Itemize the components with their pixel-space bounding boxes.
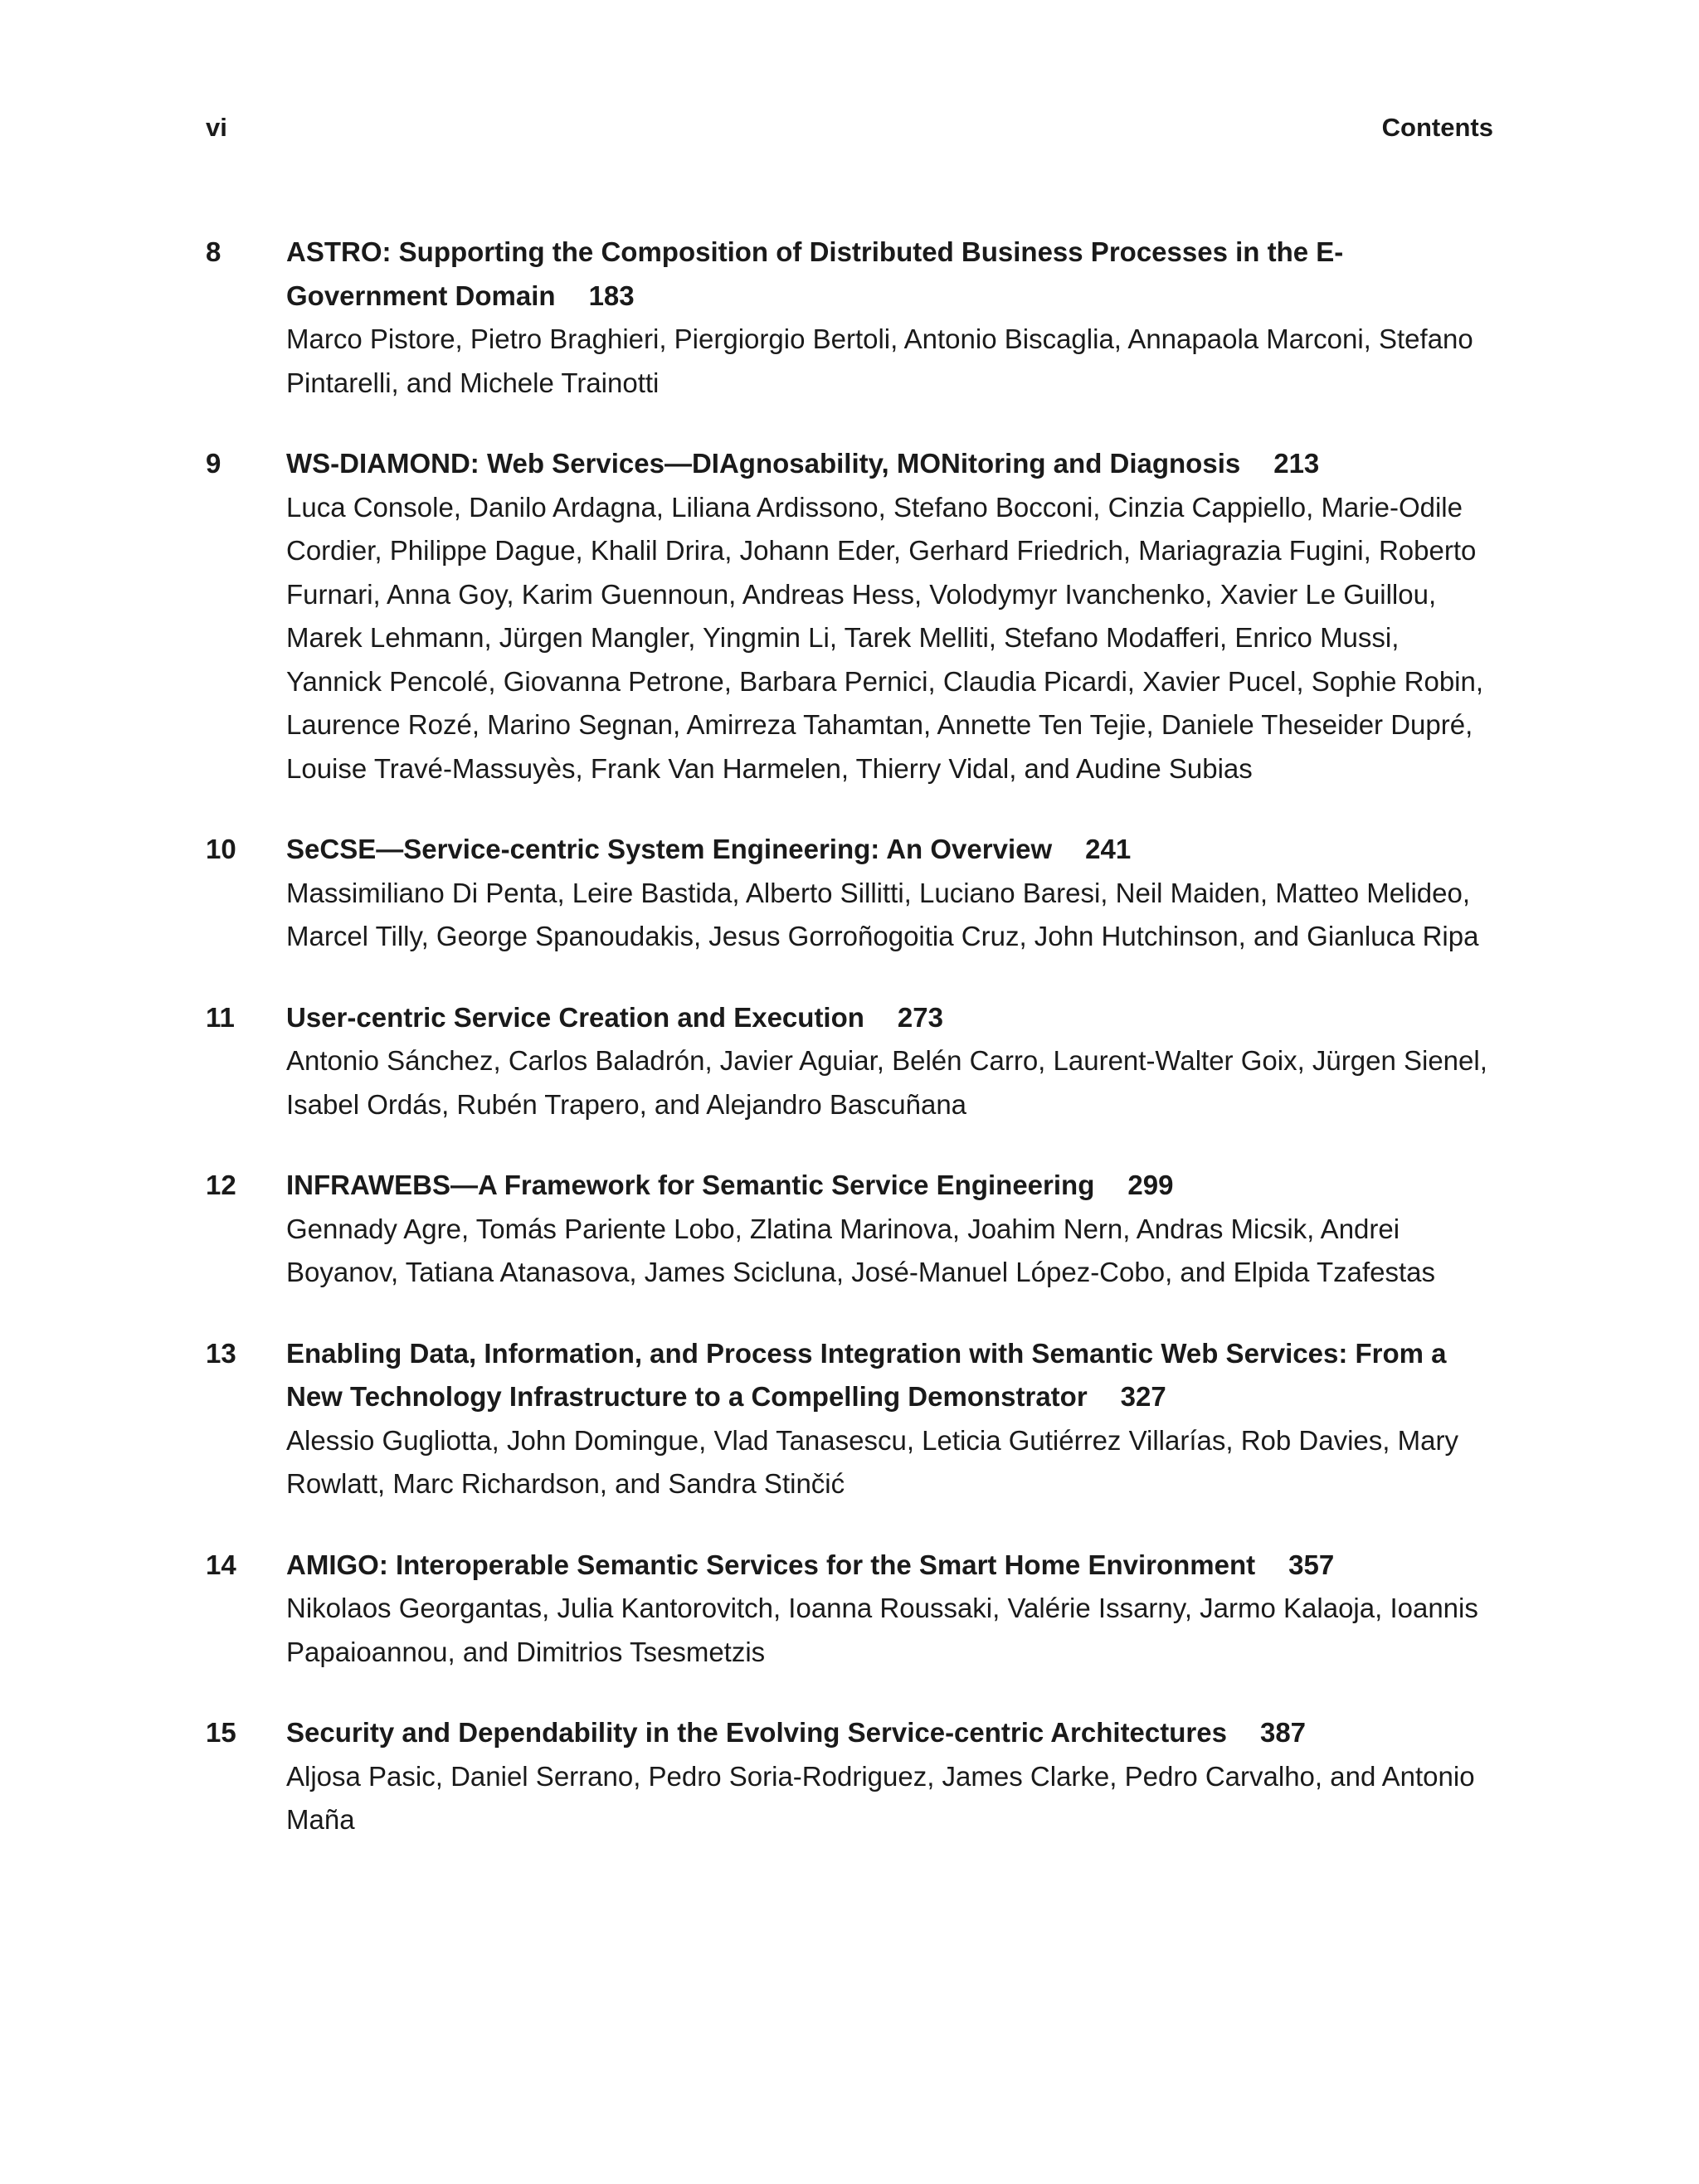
chapter-number: 12: [206, 1170, 236, 1200]
toc-entry: [206, 828, 1500, 959]
chapter-number: 11: [206, 1001, 235, 1033]
chapter-number: 13: [206, 1337, 236, 1369]
chapter-title: Enabling Data, Information, and Process Integration with Semantic Web Services: From a New Technology Infrastructure to a Compelling Demonstrator: [286, 1337, 1447, 1412]
entry-body: [286, 442, 1500, 790]
entry-body: [286, 828, 1500, 959]
table-of-contents: [206, 231, 1500, 1880]
chapter-number: 15: [206, 1717, 236, 1748]
chapter-title: SeCSE—Service-centric System Engineering: An Overview: [286, 834, 1053, 864]
chapter-authors: Nikolaos Georgantas, Julia Kantorovitch, Ioanna Roussaki, Valérie Issarny, Jarmo Kalaoja, Ioannis Papaioannou, and Dimitrios Tsesmetzis: [286, 1593, 1478, 1667]
chapter-number: 8: [206, 236, 222, 267]
running-head: [206, 113, 1493, 153]
chapter-title: User-centric Service Creation and Execution: [286, 1001, 864, 1033]
chapter-title: INFRAWEBS—A Framework for Semantic Service Engineering: [286, 1170, 1095, 1200]
entry-body: [286, 1711, 1500, 1842]
chapter-authors: Massimiliano Di Penta, Leire Bastida, Alberto Sillitti, Luciano Baresi, Neil Maiden, Matteo Melideo, Marcel Tilly, George Spanoudakis, Jesus Gorroñogoitia Cruz, John Hutchinson, and Gianluca Ripa: [286, 877, 1479, 951]
chapter-authors: Marco Pistore, Pietro Braghieri, Piergiorgio Bertoli, Antonio Biscaglia, Annapaola Marconi, Stefano Pintarelli, and Michele Trainotti: [286, 323, 1473, 398]
chapter-page: 273: [897, 1001, 943, 1033]
chapter-page: 213: [1273, 448, 1320, 479]
toc-entry: [206, 442, 1500, 790]
entry-body: [286, 1164, 1500, 1295]
toc-entry: [206, 1332, 1500, 1506]
chapter-authors: Luca Console, Danilo Ardagna, Liliana Ardissono, Stefano Bocconi, Cinzia Cappiello, Marie-Odile Cordier, Philippe Dague, Khalil Drira, Johann Eder, Gerhard Friedrich, Mariagrazia Fugini, Roberto Furnari, Anna Goy, Karim Guennoun, Andreas Hess, Volodymyr Ivanchenko, Xavier Le Guillou, Marek Lehmann, Jürgen Mangler, Yingmin Li, Tarek Melliti, Stefano Modafferi, Enrico Mussi, Yannick Pencolé, Giovanna Petrone, Barbara Pernici, Claudia Picardi, Xavier Pucel, Sophie Robin, Laurence Rozé, Marino Segnan, Amirreza Tahamtan, Annette Ten Tejie, Daniele Theseider Dupré, Louise Travé-Massuyès, Frank Van Harmelen, Thierry Vidal, and Audine Subias: [286, 491, 1484, 784]
chapter-page: 327: [1120, 1381, 1166, 1412]
chapter-authors: Antonio Sánchez, Carlos Baladrón, Javier Aguiar, Belén Carro, Laurent-Walter Goix, Jürgen Sienel, Isabel Ordás, Rubén Trapero, and Alejandro Bascuñana: [286, 1045, 1487, 1120]
chapter-number: 14: [206, 1549, 236, 1580]
chapter-page: 387: [1259, 1717, 1307, 1748]
chapter-page: 357: [1288, 1549, 1335, 1580]
chapter-authors: Alessio Gugliotta, John Domingue, Vlad Tanasescu, Leticia Gutiérrez Villarías, Rob Davies, Mary Rowlatt, Marc Richardson, and Sandra Stinčić: [286, 1424, 1458, 1499]
toc-entry: [206, 1711, 1500, 1842]
chapter-title: ASTRO: Supporting the Composition of Distributed Business Processes in the E-Government Domain: [286, 236, 1344, 311]
chapter-page: 299: [1127, 1170, 1174, 1200]
chapter-title: WS-DIAMOND: Web Services—DIAgnosability, MONitoring and Diagnosis: [286, 448, 1241, 479]
entry-body: [286, 996, 1500, 1127]
chapter-page: 241: [1085, 834, 1132, 864]
running-head-title: Contents: [1381, 113, 1493, 142]
chapter-authors: Aljosa Pasic, Daniel Serrano, Pedro Soria-Rodriguez, James Clarke, Pedro Carvalho, and Antonio Maña: [286, 1760, 1475, 1835]
chapter-title: Security and Dependability in the Evolving Service-centric Architectures: [286, 1717, 1227, 1748]
page-number: vi: [206, 113, 227, 142]
toc-entry: [206, 996, 1500, 1127]
entry-body: [286, 1332, 1500, 1506]
chapter-authors: Gennady Agre, Tomás Pariente Lobo, Zlatina Marinova, Joahim Nern, Andras Micsik, Andrei Boyanov, Tatiana Atanasova, James Scicluna, José-Manuel López-Cobo, and Elpida Tzafestas: [286, 1213, 1436, 1287]
chapter-page: 183: [588, 280, 635, 311]
entry-body: [286, 1544, 1500, 1675]
chapter-title: AMIGO: Interoperable Semantic Services for the Smart Home Environment: [286, 1549, 1256, 1580]
chapter-number: 9: [206, 448, 222, 479]
toc-entry: [206, 1544, 1500, 1675]
toc-entry: [206, 231, 1500, 405]
chapter-number: 10: [206, 834, 236, 864]
entry-body: [286, 231, 1500, 405]
toc-entry: [206, 1164, 1500, 1295]
